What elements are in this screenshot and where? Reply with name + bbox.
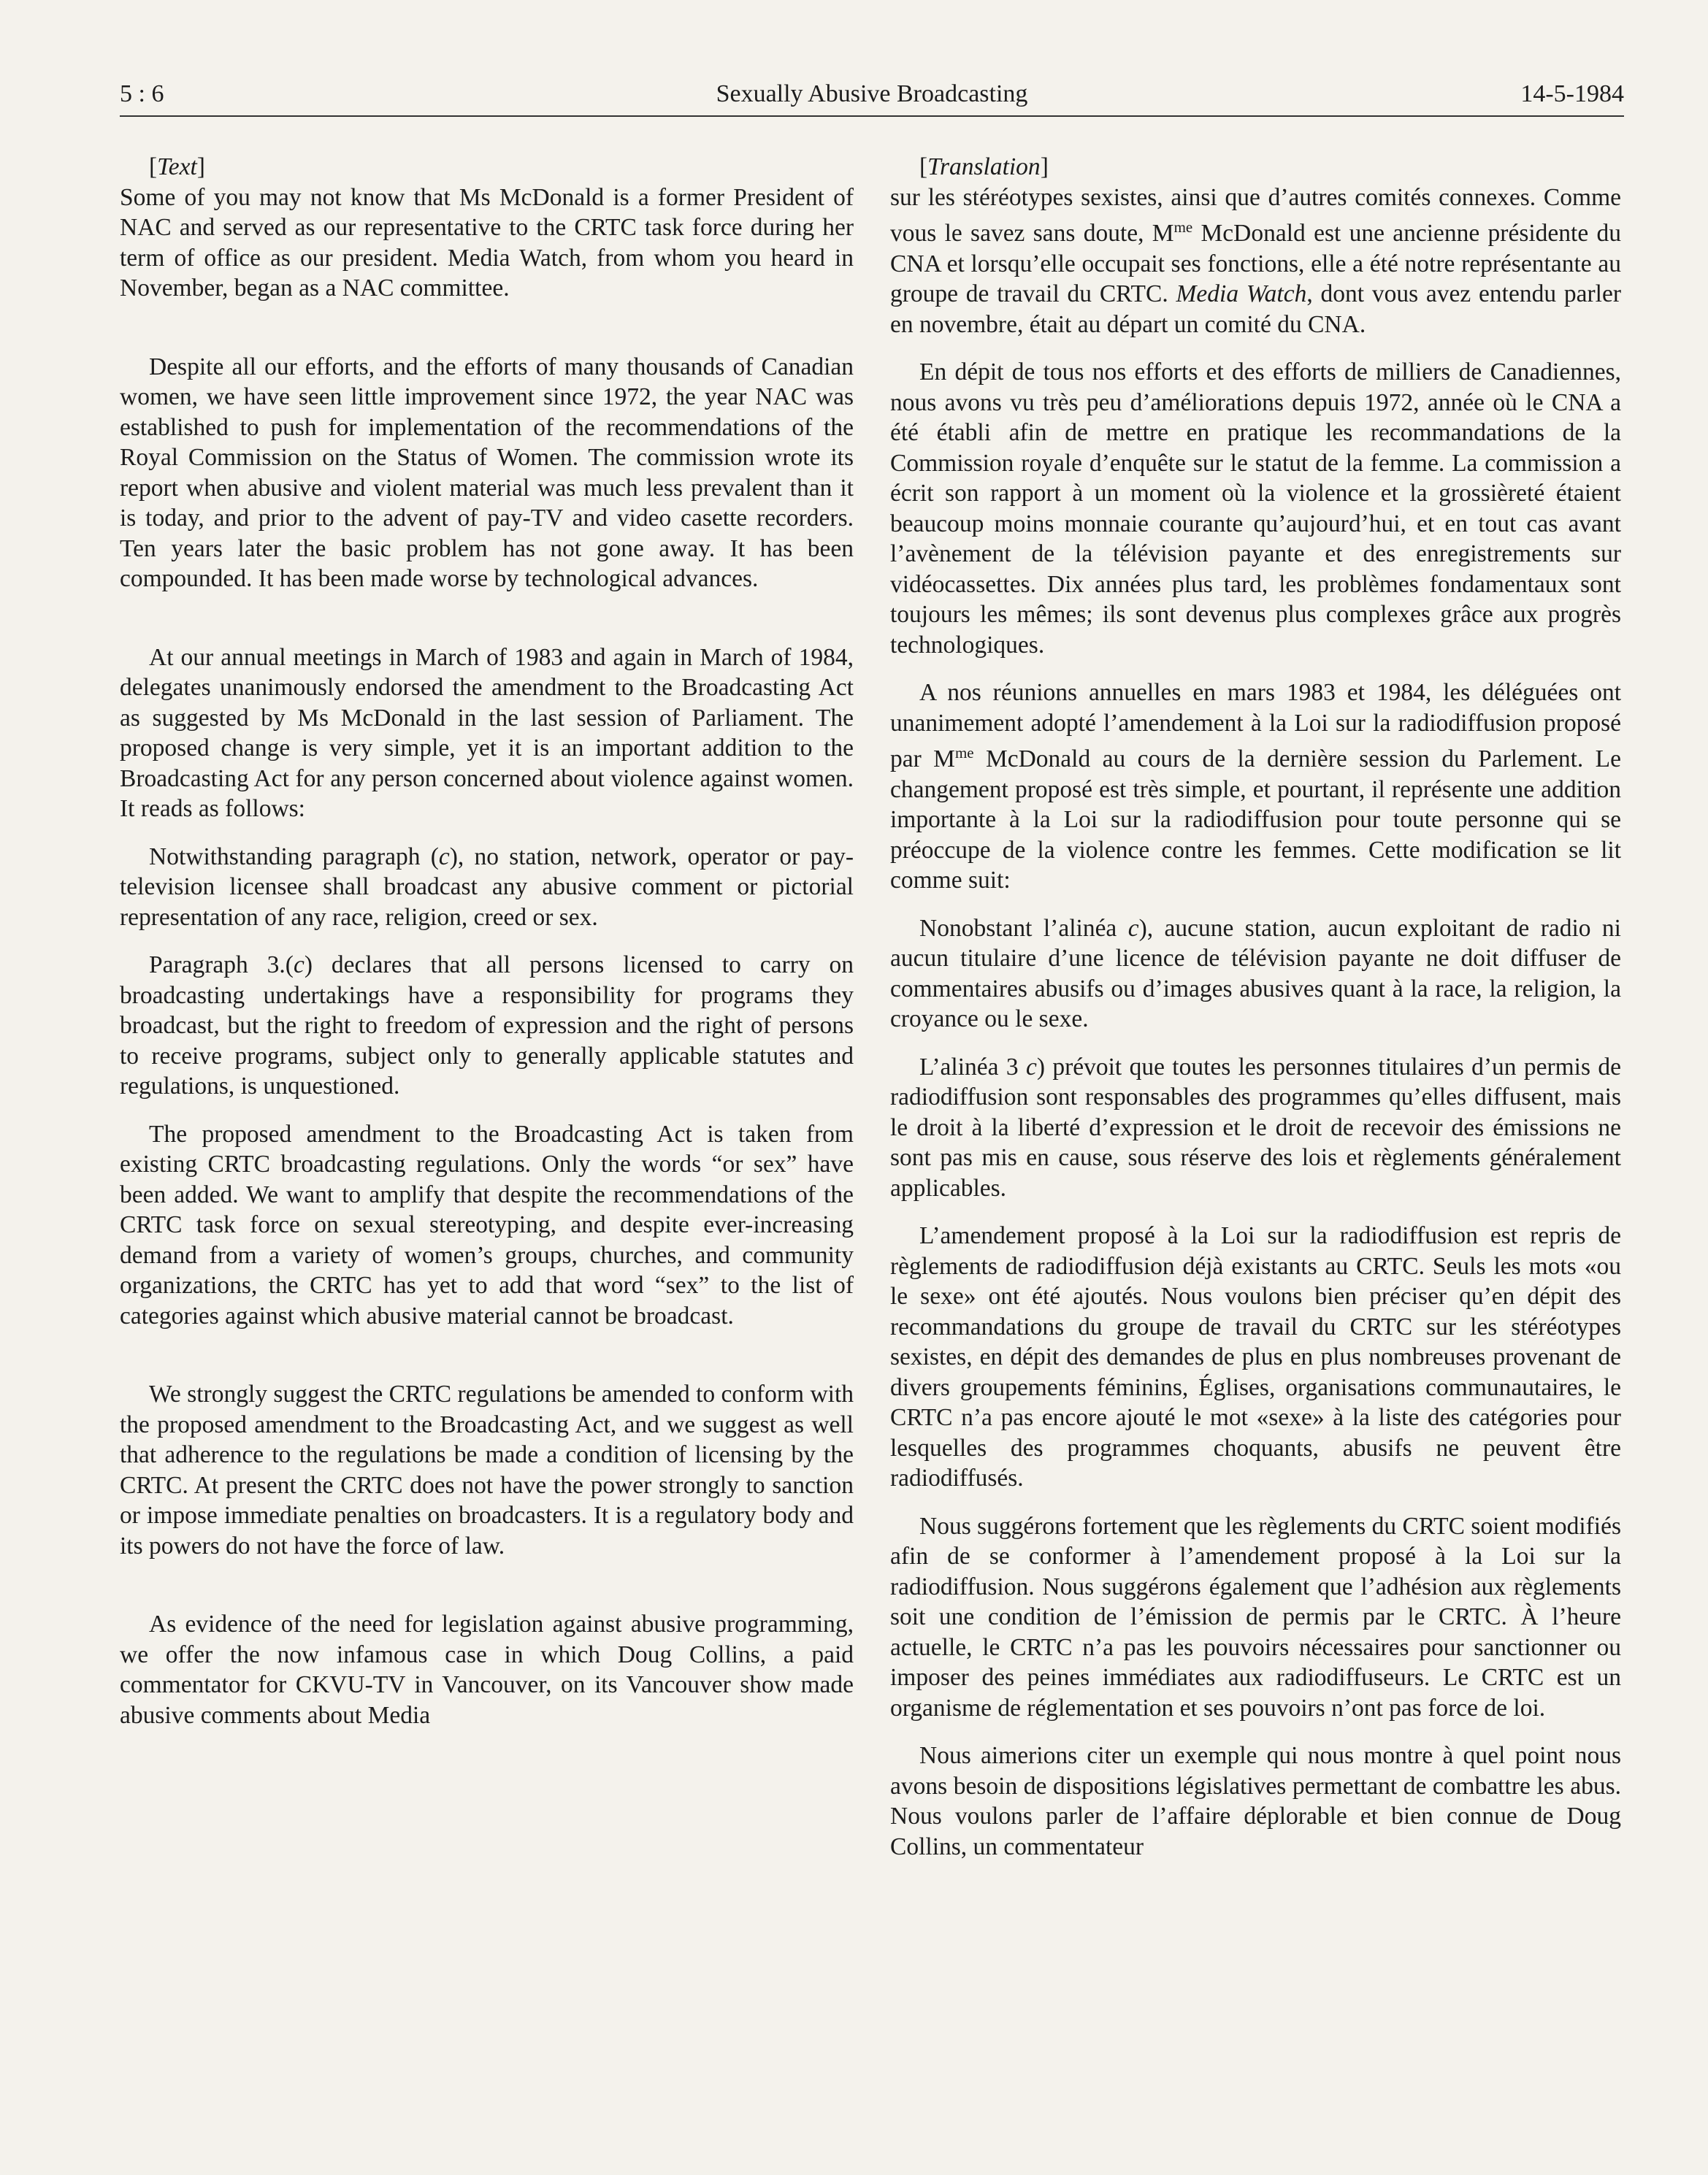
- paragraph: At our annual meetings in March of 1983 and again in March of 1984, delegates unanimously endorsed the amendment to the Broadcasting Act as suggested by Ms McDonald in the last session of Parliament. The proposed change is very simple, yet it is an important addition to the Broadcasting Act for any person concerned about violence against women. It reads as follows:: [120, 643, 854, 822]
- page-number: 5 : 6: [120, 80, 164, 107]
- quoted-amendment: Notwithstanding paragraph (c), no station, network, operator or pay-television licensee shall broadcast any abusive comment or pictorial representation of any race, religion, creed or sex.: [120, 843, 854, 931]
- text-tag: [Text]: [149, 153, 205, 180]
- translation-tag: [Translation]: [919, 153, 1049, 180]
- paragraph: L’alinéa 3 c) prévoit que toutes les personnes titulaires d’un permis de radiodiffusion sont responsables des programmes qu’elles diffusent, mais le droit à la liberté d’expression et le droit de recevoir des émissions ne sont pas mis en cause, sous réserve des lois et règlements généralement applicables.: [890, 1053, 1621, 1202]
- paragraph: L’amendement proposé à la Loi sur la radiodiffusion est repris de règlements de radiodiffusion déjà existants au CRTC. Seuls les mots «ou le sexe» ont été ajoutés. Nous voulons bien préciser qu’en dépit des recommandations du groupe de travail du CRTC sur les stéréotypes sexistes, en dépit des demandes de plus en plus nombreuses provenant de divers groupements féminins, Églises, organisations communautaires, le CRTC n’a pas encore ajouté le mot «sexe» à la liste des catégories pour lesquelles des programmes choquants, abusifs ne peuvent être radiodiffusés.: [890, 1222, 1621, 1492]
- paragraph: A nos réunions annuelles en mars 1983 et 1984, les déléguées ont unanimement adopté l’amendement à la Loi sur la radiodiffusion proposé par $M^{me}$ McDonald au cours de la dernière session du Parlement. Le changement proposé est très simple, et pourtant, il représente une addition importante à la Loi sur la radiodiffusion pour toute personne qui se préoccupe de la violence contre les femmes. Cette modification se lit comme suit:: [890, 679, 1622, 894]
- page-header: [120, 77, 1624, 117]
- french-column: [890, 152, 1621, 1862]
- paragraph: Despite all our efforts, and the efforts of many thousands of Canadian women, we have seen little improvement since 1972, the year NAC was established to push for implementation of the recommendations of the Royal Commission on the Status of Women. The commission wrote its report when abusive and violent material was much less prevalent than it is today, and prior to the advent of pay-TV and video casette recorders. Ten years later the basic problem has not gone away. It has been compounded. It has been made worse by technological advances.: [120, 353, 854, 592]
- paragraph: Paragraph 3.(c) declares that all persons licensed to carry on broadcasting undertakings have a responsibility for programs they broadcast, but the right to freedom of expression and the right of persons to receive programs, subject only to generally applicable statutes and regulations, is unquestioned.: [120, 951, 854, 1100]
- english-column: [120, 152, 854, 1730]
- running-title: Sexually Abusive Broadcasting: [716, 80, 1028, 107]
- paragraph: As evidence of the need for legislation against abusive programming, we offer the now infamous case in which Doug Collins, a paid commentator for CKVU-TV in Vancouver, on its Vancouver show made abusive comments about Media: [120, 1611, 854, 1729]
- quoted-amendment: Nonobstant l’alinéa c), aucune station, aucun exploitant de radio ni aucun titulaire d’une licence de télévision payante ne doit diffuser de commentaires abusifs ou d’images abusives quant à la race, la religion, la croyance ou le sexe.: [890, 914, 1621, 1032]
- paragraph: En dépit de tous nos efforts et des efforts de milliers de Canadiennes, nous avons vu très peu d’améliorations depuis 1972, année où le CNA a été établi afin de mettre en pratique les recommandations de la Commission royale d’enquête sur le statut de la femme. La commission a écrit son rapport à un moment où la violence et la grossièreté étaient beaucoup moins monnaie courante qu’aujourd’hui, et en tout cas avant l’avènement de la télévision payante et des enregistrements sur vidéocassettes. Dix années plus tard, les problèmes fondamentaux sont toujours les mêmes; ils sont devenus plus complexes grâce aux progrès technologiques.: [890, 358, 1621, 659]
- paragraph: Some of you may not know that Ms McDonald is a former President of NAC and served as our representative to the CRTC task force during her term of office as our president. Media Watch, from whom you heard in November, began as a NAC committee.: [120, 183, 854, 302]
- paragraph: sur les stéréotypes sexistes, ainsi que d’autres comités connexes. Comme vous le savez sans doute, $M^{me}$ McDonald est une ancienne présidente du CNA et lorsqu’elle occupait ses fonctions, elle a été notre représentante au groupe de travail du CRTC. Media Watch, dont vous avez entendu parler en novembre, était au départ un comité du CNA.: [890, 183, 1622, 338]
- paragraph: The proposed amendment to the Broadcasting Act is taken from existing CRTC broadcasting regulations. Only the words “or sex” have been added. We want to amplify that despite the recommendations of the CRTC task force on sexual stereotyping, and despite ever-increasing demand from a variety of women’s groups, churches, and community organizations, the CRTC has yet to add that word “sex” to the list of categories against which abusive material cannot be broadcast.: [120, 1120, 854, 1330]
- paragraph: Nous suggérons fortement que les règlements du CRTC soient modifiés afin de se conformer à l’amendement proposé à la Loi sur la radiodiffusion. Nous suggérons également que l’adhésion aux règlements soit une condition de l’émission de permis par le CRTC. À l’heure actuelle, le CRTC n’a pas les pouvoirs nécessaires pour sanctionner ou imposer des peines immédiates aux radiodiffuseurs. Le CRTC est un organisme de réglementation et ses pouvoirs n’ont pas force de loi.: [890, 1512, 1621, 1722]
- header-date: 14-5-1984: [1520, 80, 1624, 107]
- paragraph: Nous aimerions citer un exemple qui nous montre à quel point nous avons besoin de dispositions législatives permettant de combattre les abus. Nous voulons parler de l’affaire déplorable et bien connue de Doug Collins, un commentateur: [890, 1742, 1621, 1860]
- paragraph: We strongly suggest the CRTC regulations be amended to conform with the proposed amendment to the Broadcasting Act, and we suggest as well that adherence to the regulations be made a condition of licensing by the CRTC. At present the CRTC does not have the power strongly to sanction or impose immediate penalties on broadcasters. It is a regulatory body and its powers do not have the force of law.: [120, 1381, 854, 1560]
